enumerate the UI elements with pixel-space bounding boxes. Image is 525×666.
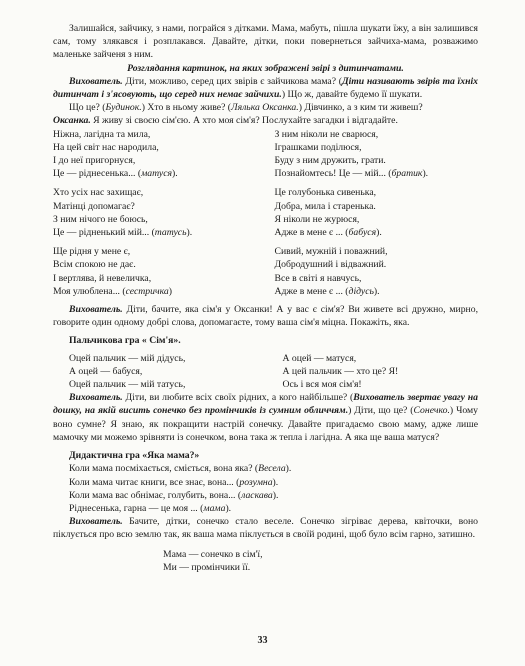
game2-lines (53, 462, 478, 515)
game2-line: Коли мама вас обнімає, голубить, вона... (ласкава). (69, 489, 279, 501)
verse-line: І до неї пригорнуся, (53, 155, 136, 167)
verse-line: Добра, мила і старенька. (274, 200, 376, 212)
game2-title: Дидактична гра «Яка мама?» (69, 450, 200, 462)
verse-line: Адже в мене є ... (дідусь). (274, 285, 380, 297)
paragraph-teacher-3: Вихователь. Діти, ви любите всіх своїх рідних, а кого найбільше? (Вихователь звертає увагу на дошку, на якій висить сонечко без промінчиків із сумним обличчям.) Діти, що це? (Сонечко.) Чому воно сумне? Я знаю, як покращити настрій сонечку. Давайте пригадаємо свою маму, адже лише мамочку ми можемо зрівняти із сонечком, вона така ж тепла і лагідна. А яка ще ваша матуся? (53, 392, 479, 443)
verse-line: Ніжна, лагідна та мила, (53, 128, 151, 140)
speaker-label: Вихователь. (69, 75, 123, 87)
finger-game-verse (53, 352, 478, 392)
riddle-left (53, 128, 257, 181)
verse-line: Сивий, мужній і поважний, (274, 246, 388, 258)
riddle-right (275, 245, 479, 298)
caption-pictures: Розглядання картинок, на яких зображені звірі з дитинчатами. (127, 62, 404, 74)
verse-line: Ще рідня у мене є, (53, 246, 131, 258)
game2-line: Коли мама читає книги, все знає, вона... (розумна). (69, 476, 279, 488)
closing-poem: Мама — сонечко в сім'ї, Ми — промінчики її. (163, 548, 263, 573)
riddle-left (53, 245, 257, 298)
game2-line: Коли мама посміхається, сміється, вона яка? (Весела). (69, 463, 292, 475)
verse-line: Добродушний і відважний. (274, 259, 387, 271)
riddle-group (53, 186, 478, 239)
verse-line: Всім спокою не дає. (53, 259, 136, 271)
verse-line: Матінці допомагає? (53, 200, 135, 212)
page-number: 33 (257, 635, 268, 646)
verse-line: Це — рідненький мій... (татусь). (53, 227, 193, 239)
speaker-label: Вихователь. (69, 516, 123, 528)
game1-title: Пальчикова гра « Сім'я». (69, 335, 181, 347)
verse-line: Це голубонька сивенька, (274, 187, 377, 199)
verse-line: Іграшками поділюся, (274, 141, 362, 153)
finger-game-right: А оцей — матуся, А цей пальчик — хто це? Я! Ось і вся моя сім'я! (282, 352, 399, 391)
paragraph-teacher-1: Вихователь. Діти, можливо, серед цих звірів є зайчикова мама? (Діти називають звірів та їхніх дитинчат і з'ясовують, що серед них немає зайчихи.) Що ж, давайте будемо її шукати. (53, 75, 478, 101)
riddle-right (275, 186, 479, 239)
paragraph-teacher-2: Вихователь. Діти, бачите, яка сім'я у Оксанки! А у вас є сім'я? Ви живете всі дружно, мирно, говорите один одному добрі слова, допомагаєте, тому ваша сім'я міцна. Покажіть, яка. (53, 304, 478, 329)
verse-line: Моя улюблена... (сестричка) (53, 285, 172, 297)
verse-line: І вертлява, й невеличка, (53, 272, 152, 284)
verse-line: Буду з ним дружить, грати. (274, 155, 386, 167)
riddle-left (53, 186, 257, 239)
verse-line: Хто усіх нас захищає, (53, 187, 144, 199)
game2-line: Ріднесенька, гарна — це моя ... (мама). (69, 502, 232, 514)
riddle-group (53, 245, 478, 298)
speaker-label: Вихователь. (69, 392, 123, 404)
verse-line: Все в світі я навчусь, (274, 272, 362, 284)
paragraph-question: Що це? (Будинок.) Хто в ньому живе? (Лялька Оксанка.) Дівчинко, а з ким ти живеш? Оксанка. Я живу зі своєю сім'єю. А хто моя сім'я? Послухайте загадки і відгадайте. (53, 102, 423, 127)
riddle-right (275, 128, 479, 181)
verse-line: З ним ніколи не сварюся, (274, 128, 379, 140)
verse-line: Це — ріднесенька... (матуся). (53, 168, 178, 180)
verse-line: Я ніколи не журюся, (274, 213, 360, 225)
verse-line: Адже в мене є ... (бабуся). (274, 227, 382, 239)
verse-line: Познайомтесь! Це — мій... (братик). (274, 168, 429, 180)
paragraph-teacher-4: Вихователь. Бачите, дітки, сонечко стало веселе. Сонечко зігріває дерева, квіточки, воно піклується про всю землю так, як ваша мама піклується в своїй родині, щоб було всім гарно, затишно. (53, 516, 478, 541)
riddles-section (53, 128, 478, 298)
paragraph-intro: Залишайся, зайчику, з нами, пограйся з дітками. Мама, мабуть, пішла шукати їжу, а він залишився сам, тому злякався і розплакався. Давайте, дітки, поки повернеться зайчиха-мама, розважимо маленьке зайченя з ним. (53, 23, 478, 61)
text-body (53, 22, 478, 574)
verse-line: На цей світ нас народила, (53, 141, 159, 153)
speaker-label: Оксанка. (53, 115, 91, 127)
riddle-group (53, 128, 478, 181)
speaker-label: Вихователь. (69, 304, 123, 316)
verse-line: З ним нічого не боюсь, (53, 213, 148, 225)
finger-game-left: Оцей пальчик — мій дідусь, А оцей — бабуся, Оцей пальчик — мій татусь, (69, 352, 186, 391)
